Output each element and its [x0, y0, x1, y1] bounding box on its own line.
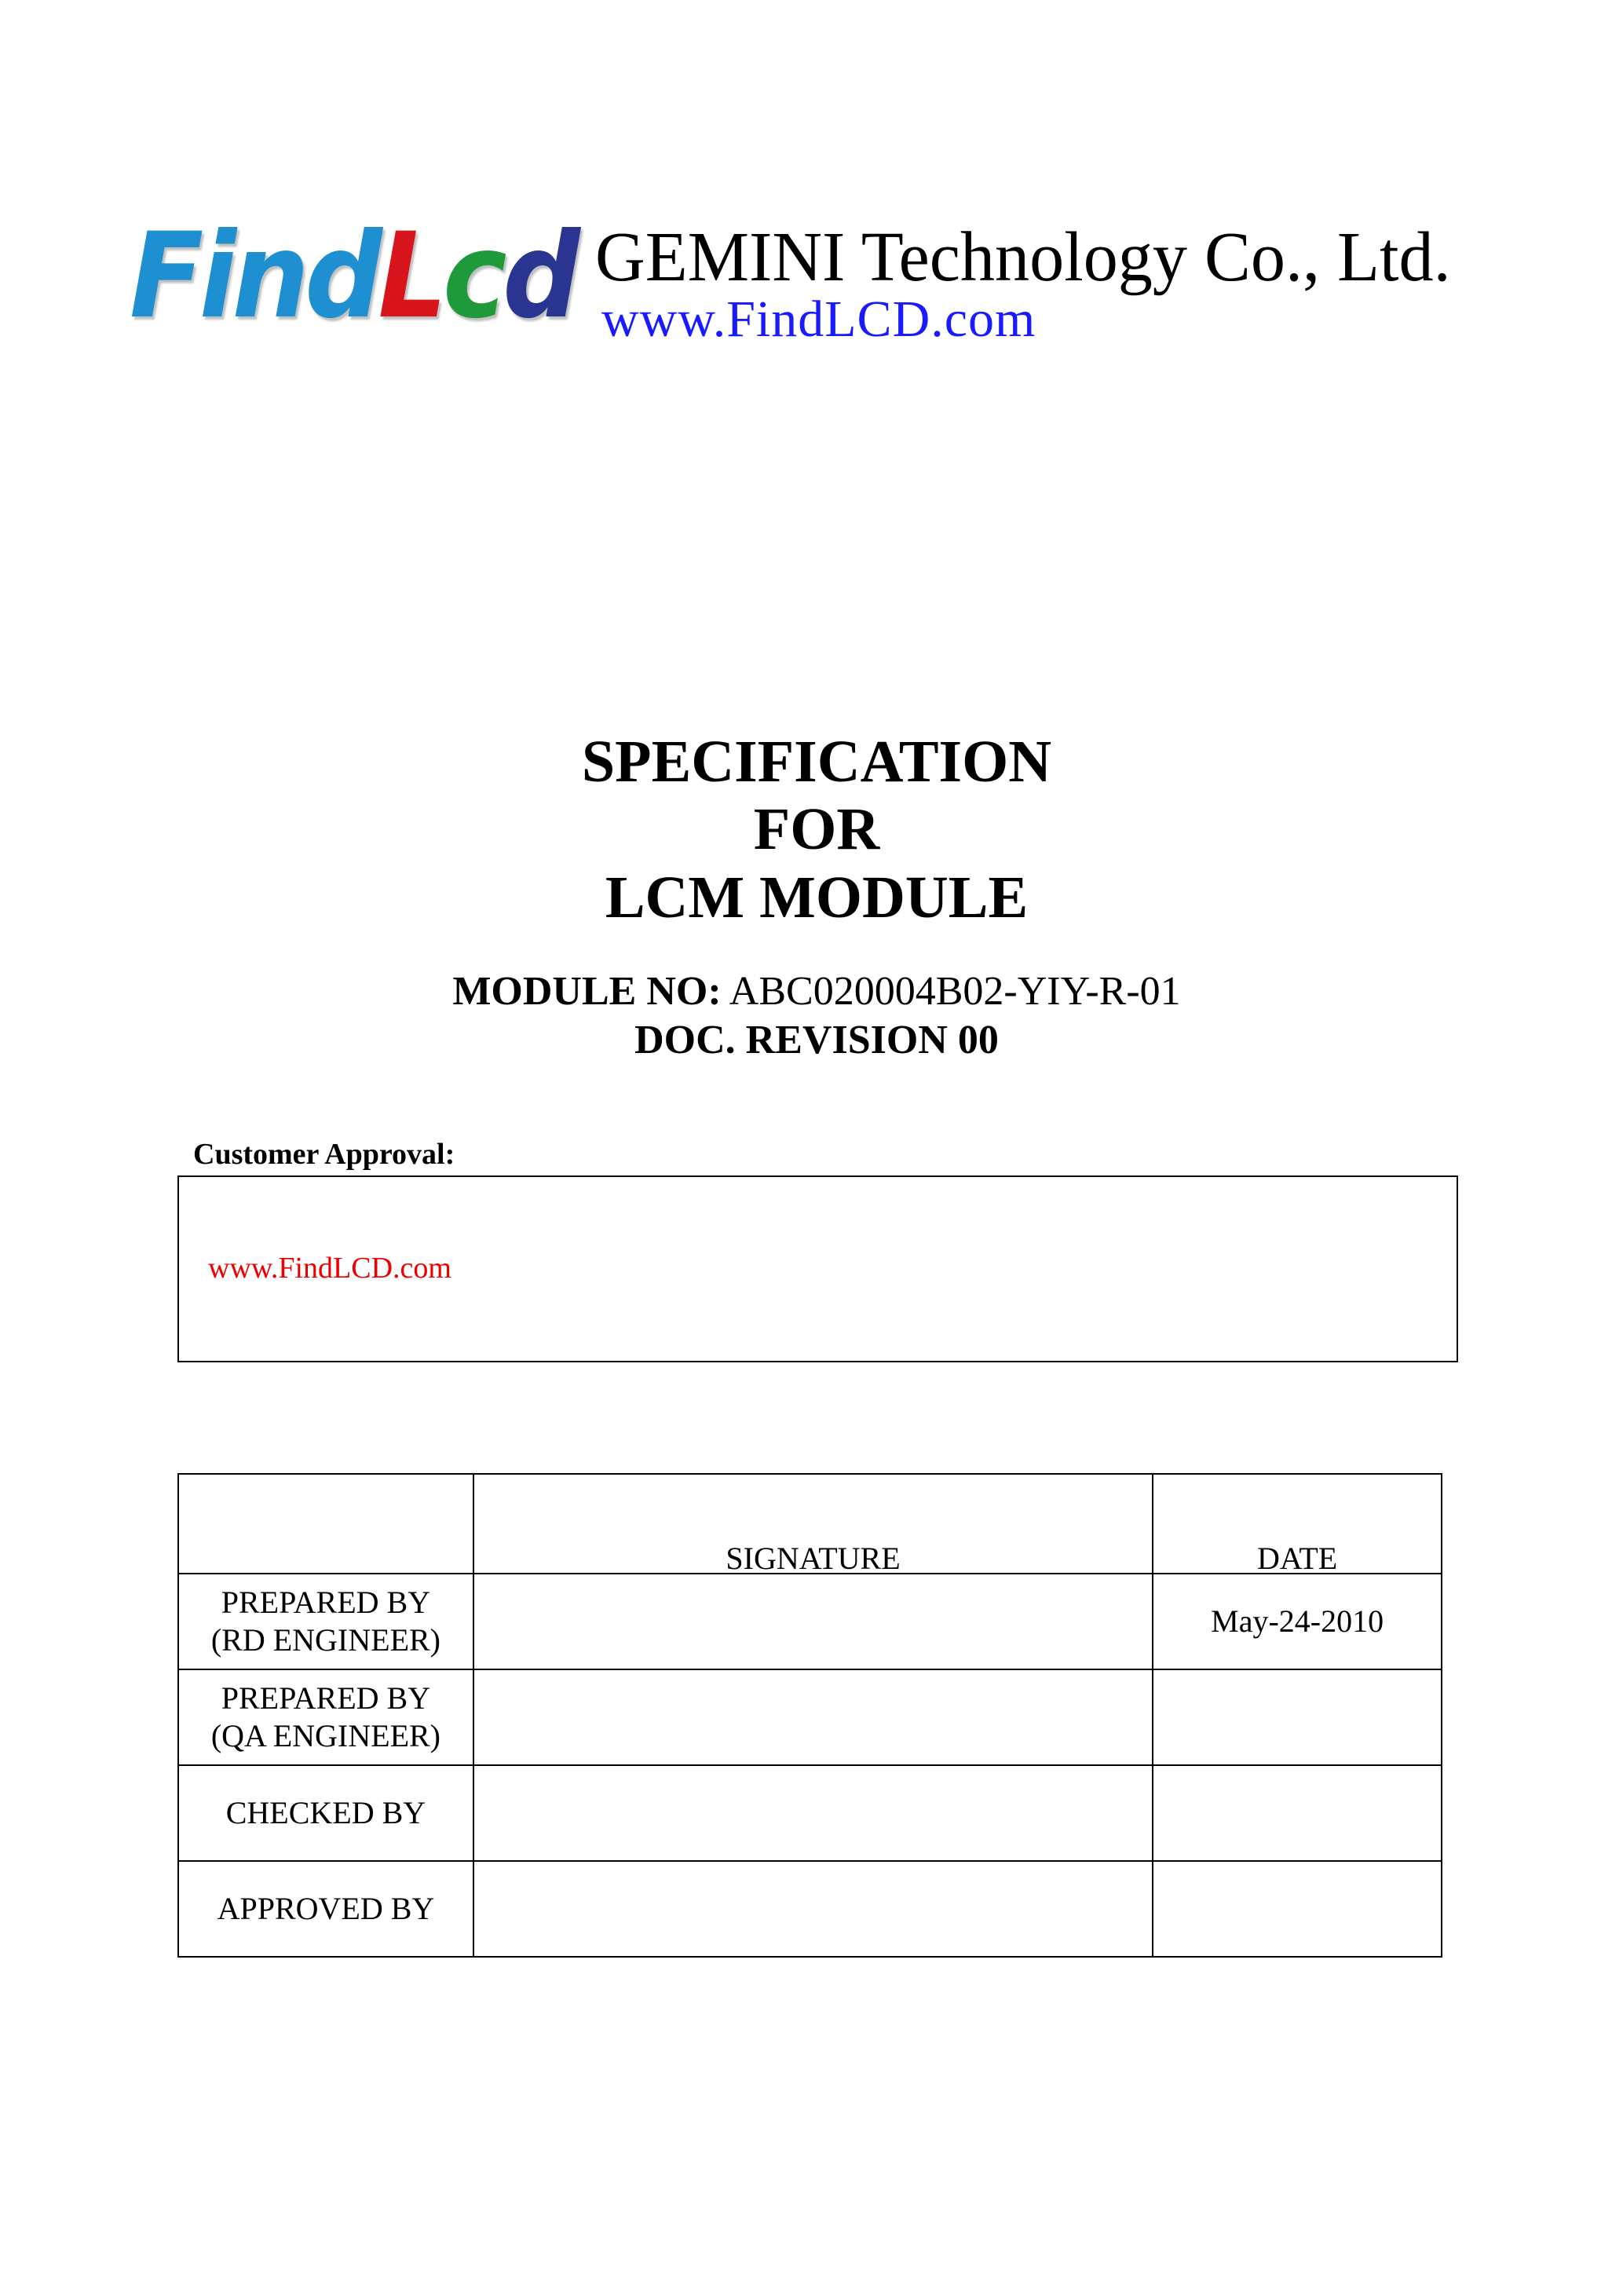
table-row	[178, 1574, 1442, 1669]
module-number-label: MODULE NO:	[452, 969, 722, 1014]
title-line-2: FOR	[753, 796, 880, 862]
role-cell: APPROVED BY	[178, 1861, 473, 1957]
role-line: PREPARED BY	[221, 1680, 431, 1716]
doc-revision: DOC. REVISION 00	[634, 1018, 999, 1062]
signature-cell[interactable]	[473, 1861, 1153, 1957]
header-cell-signature: SIGNATURE	[473, 1474, 1153, 1574]
company-name: GEMINI Technology Co., Ltd.	[595, 218, 1451, 296]
signature-cell[interactable]	[473, 1765, 1153, 1861]
role-cell	[178, 1574, 473, 1669]
module-number	[0, 968, 1623, 1015]
signoff-table	[177, 1473, 1442, 1958]
date-cell[interactable]	[1153, 1765, 1442, 1861]
date-cell[interactable]	[1153, 1669, 1442, 1765]
role-cell	[178, 1669, 473, 1765]
findlcd-logo: FindLcd	[130, 208, 576, 345]
header-cell-role	[178, 1474, 473, 1574]
date-cell[interactable]: May-24-2010	[1153, 1574, 1442, 1669]
title-line-3: LCM MODULE	[605, 865, 1029, 930]
role-line: PREPARED BY	[221, 1585, 431, 1620]
customer-approval-link[interactable]: www.FindLCD.com	[208, 1252, 451, 1285]
table-row	[178, 1669, 1442, 1765]
signature-cell[interactable]	[473, 1669, 1153, 1765]
signature-cell[interactable]	[473, 1574, 1153, 1669]
header-cell-date: DATE	[1153, 1474, 1442, 1574]
role-cell: CHECKED BY	[178, 1765, 473, 1861]
title-line-1: SPECIFICATION	[581, 729, 1052, 795]
role-line: (QA ENGINEER)	[210, 1718, 440, 1753]
website-link[interactable]: www.FindLCD.com	[601, 291, 1036, 348]
table-row	[178, 1765, 1442, 1861]
date-cell[interactable]	[1153, 1861, 1442, 1957]
customer-approval-label: Customer Approval:	[193, 1138, 455, 1171]
table-row	[178, 1861, 1442, 1957]
role-line: (RD ENGINEER)	[210, 1622, 440, 1658]
table-header-row	[178, 1474, 1442, 1574]
module-number-value: ABC020004B02-YIY-R-01	[729, 969, 1181, 1014]
